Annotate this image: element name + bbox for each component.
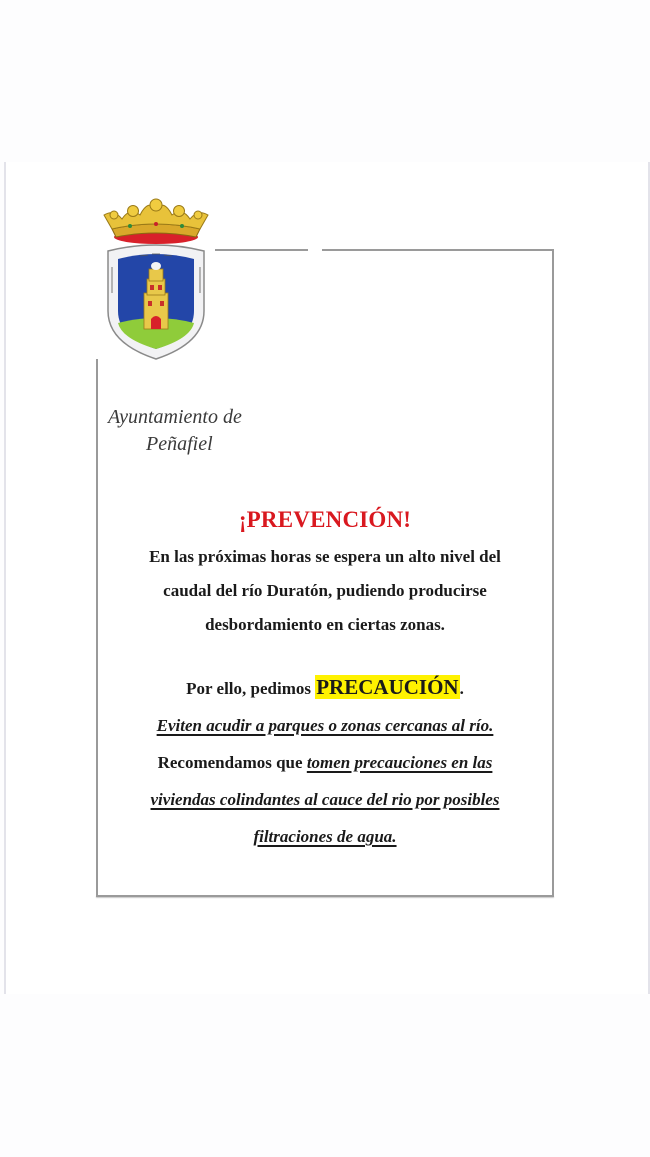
org-name-line1: Ayuntamiento de <box>108 406 242 428</box>
recommend-prefix: Recomendamos que <box>157 753 307 772</box>
recommend-line-1 <box>98 744 552 781</box>
precaution-highlight: PRECAUCIÓN <box>316 675 459 699</box>
org-name-line2: Peñafiel <box>146 433 213 455</box>
crown-icon <box>104 199 208 244</box>
notice-content <box>98 500 552 855</box>
intro-line-2: caudal del río Duratón, pudiendo producirse <box>163 581 487 600</box>
intro-line-1: En las próximas horas se espera un alto nivel del <box>149 547 501 566</box>
request-prefix: Por ello, pedimos <box>186 679 316 698</box>
recommend-underlined-1: tomen precauciones en las <box>306 753 493 772</box>
intro-line-3: desbordamiento en ciertas zonas. <box>205 615 445 634</box>
request-suffix: . <box>459 679 464 698</box>
frame-top-edge <box>322 249 554 251</box>
notice-title: ¡PREVENCIÓN! <box>238 507 412 532</box>
frame-bottom-edge <box>96 895 554 897</box>
request-line <box>98 669 552 707</box>
avoid-line: Eviten acudir a parques o zonas cercanas al río. <box>156 716 494 735</box>
intro-paragraph <box>98 540 552 642</box>
frame-right-edge <box>552 249 554 897</box>
recommend-line-3: filtraciones de agua. <box>253 827 397 846</box>
recommend-line-2: viviendas colindantes al cauce del rio por posibles <box>150 790 500 809</box>
